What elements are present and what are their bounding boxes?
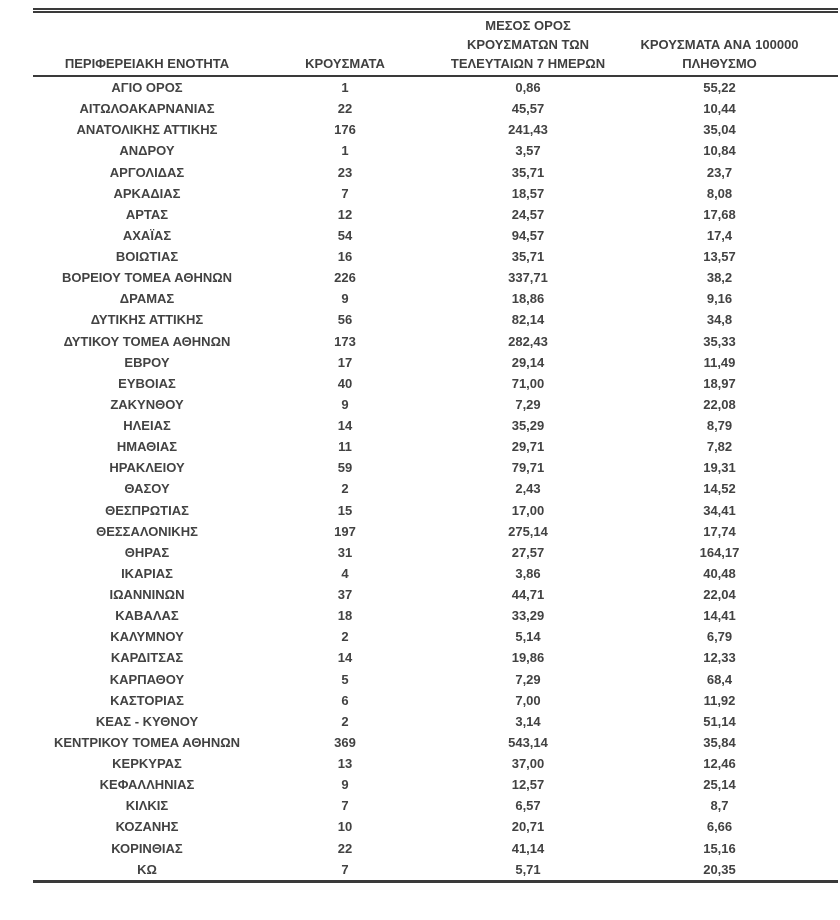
cases-cell: 22 <box>337 840 353 856</box>
avg-7day-cell: 3,86 <box>515 565 541 581</box>
region-name-cell: ΖΑΚΥΝΘΟΥ <box>110 396 184 412</box>
per-100k-cell: 38,2 <box>706 270 733 286</box>
table-row <box>33 838 838 859</box>
per-100k-cell: 22,04 <box>703 587 736 602</box>
cases-cell: 37 <box>337 587 353 602</box>
column-header-7day-average <box>429 16 627 73</box>
cases-cell: 2 <box>341 713 349 729</box>
avg-7day-cell: 0,86 <box>515 80 541 95</box>
cases-cell: 9 <box>341 396 349 412</box>
region-name-cell: ΑΧΑΪΑΣ <box>122 227 172 243</box>
avg-7day-cell: 19,86 <box>511 650 545 666</box>
region-name-cell: ΚΑΣΤΟΡΙΑΣ <box>110 692 184 708</box>
table-row <box>33 309 838 330</box>
table-row <box>33 373 838 394</box>
table-row <box>33 225 838 246</box>
per-100k-cell: 35,84 <box>703 734 736 750</box>
per-100k-cell: 55,22 <box>703 80 736 95</box>
region-name-cell: ΑΝΔΡΟΥ <box>119 143 175 159</box>
region-name-cell: ΚΕΡΚΥΡΑΣ <box>112 756 182 771</box>
table-row <box>33 288 838 309</box>
table-body <box>33 77 838 880</box>
cases-cell: 7 <box>341 185 349 201</box>
region-name-cell: ΚΕΝΤΡΙΚΟΥ ΤΟΜΕΑ ΑΘΗΝΩΝ <box>53 734 241 750</box>
table-bottom-rule <box>33 880 838 883</box>
per-100k-cell: 164,17 <box>699 544 740 560</box>
cases-cell: 173 <box>334 333 356 349</box>
region-name-cell: ΑΝΑΤΟΛΙΚΗΣ ΑΤΤΙΚΗΣ <box>76 122 218 138</box>
per-100k-cell: 12,33 <box>703 650 736 666</box>
avg-7day-cell: 35,71 <box>511 164 545 180</box>
table-row <box>33 183 838 204</box>
avg-7day-cell: 2,43 <box>515 481 541 497</box>
region-name-cell: ΚΟΡΙΝΘΙΑΣ <box>111 840 183 856</box>
per-100k-cell: 22,08 <box>703 396 736 412</box>
per-100k-cell: 17,4 <box>706 227 733 243</box>
per-100k-cell: 51,14 <box>703 713 736 729</box>
cases-cell: 2 <box>341 481 349 497</box>
cases-cell: 1 <box>341 80 349 95</box>
region-name-cell: ΚΑΡΠΑΘΟΥ <box>109 671 185 687</box>
avg-7day-cell: 3,57 <box>515 143 541 159</box>
cases-cell: 31 <box>337 544 353 560</box>
region-name-cell: ΚΑΒΑΛΑΣ <box>115 608 179 624</box>
cases-cell: 40 <box>337 375 353 391</box>
column-header-region <box>33 54 261 73</box>
avg-7day-cell: 44,71 <box>511 587 545 602</box>
region-name-cell: ΒΟΙΩΤΙΑΣ <box>115 249 179 264</box>
cases-cell: 59 <box>337 460 353 476</box>
region-name-cell: ΚΑΡΔΙΤΣΑΣ <box>110 650 184 666</box>
avg-7day-cell: 24,57 <box>511 206 545 222</box>
region-name-cell: ΗΜΑΘΙΑΣ <box>116 439 178 455</box>
avg-7day-cell: 79,71 <box>511 460 545 476</box>
cases-cell: 14 <box>337 650 353 666</box>
per-100k-cell: 19,31 <box>703 460 736 476</box>
region-name-cell: ΚΟΖΑΝΗΣ <box>115 819 179 835</box>
avg-7day-cell: 5,71 <box>515 861 541 877</box>
column-header-per-100k-line-1: ΚΡΟΥΣΜΑΤΑ ΑΝΑ 100000 <box>640 37 799 52</box>
table-row <box>33 859 838 880</box>
per-100k-cell: 8,79 <box>706 418 733 433</box>
cases-cell: 16 <box>337 249 353 264</box>
region-name-cell: ΘΕΣΠΡΩΤΙΑΣ <box>105 502 189 518</box>
avg-7day-cell: 71,00 <box>511 375 545 391</box>
table-row <box>33 394 838 415</box>
region-name-cell: ΚΕΑΣ - ΚΥΘΝΟΥ <box>95 713 199 729</box>
per-100k-cell: 14,52 <box>703 481 736 497</box>
per-100k-cell: 8,08 <box>706 185 733 201</box>
region-name-cell: ΚΑΛΥΜΝΟΥ <box>110 629 184 645</box>
table-row <box>33 246 838 267</box>
cases-cell: 176 <box>334 122 356 138</box>
table-row <box>33 436 838 457</box>
avg-7day-cell: 35,29 <box>511 418 545 433</box>
column-header-per-100k <box>627 35 838 73</box>
avg-7day-cell: 5,14 <box>515 629 541 645</box>
table-row <box>33 795 838 816</box>
cases-cell: 7 <box>341 798 349 814</box>
cases-cell: 197 <box>334 523 356 539</box>
region-name-cell: ΘΑΣΟΥ <box>124 481 170 497</box>
avg-7day-cell: 7,00 <box>515 692 541 708</box>
region-name-cell: ΙΩΑΝΝΙΝΩΝ <box>109 587 185 602</box>
per-100k-cell: 17,68 <box>703 206 736 222</box>
cases-cell: 6 <box>341 692 349 708</box>
avg-7day-cell: 282,43 <box>508 333 548 349</box>
cases-cell: 5 <box>341 671 349 687</box>
region-name-cell: ΗΡΑΚΛΕΙΟΥ <box>109 460 185 476</box>
region-name-cell: ΘΕΣΣΑΛΟΝΙΚΗΣ <box>96 523 198 539</box>
per-100k-cell: 35,04 <box>703 122 736 138</box>
table-row <box>33 500 838 521</box>
table-row <box>33 584 838 605</box>
avg-7day-cell: 37,00 <box>511 756 545 771</box>
table-row <box>33 521 838 542</box>
column-header-7day-average-line-1: ΜΕΣΟΣ ΟΡΟΣ <box>485 18 571 33</box>
regional-cases-table <box>33 8 838 883</box>
cases-cell: 4 <box>341 565 349 581</box>
region-name-cell: ΘΗΡΑΣ <box>124 544 170 560</box>
table-row <box>33 162 838 183</box>
table-header-row <box>33 13 838 75</box>
cases-cell: 369 <box>334 734 356 750</box>
column-header-region-label: ΠΕΡΙΦΕΡΕΙΑΚΗ ΕΝΟΤΗΤΑ <box>64 56 230 71</box>
cases-cell: 17 <box>337 354 353 370</box>
per-100k-cell: 14,41 <box>703 608 736 624</box>
cases-cell: 1 <box>341 143 349 159</box>
avg-7day-cell: 45,57 <box>511 101 545 117</box>
cases-cell: 9 <box>341 777 349 793</box>
table-row <box>33 753 838 774</box>
per-100k-cell: 7,82 <box>706 439 733 455</box>
per-100k-cell: 10,44 <box>703 101 736 117</box>
table-row <box>33 732 838 753</box>
table-row <box>33 331 838 352</box>
table-row <box>33 647 838 668</box>
region-name-cell: ΔΥΤΙΚΗΣ ΑΤΤΙΚΗΣ <box>90 312 204 328</box>
avg-7day-cell: 275,14 <box>508 523 548 539</box>
per-100k-cell: 10,84 <box>703 143 736 159</box>
cases-cell: 15 <box>337 502 353 518</box>
table-row <box>33 415 838 436</box>
region-name-cell: ΑΙΤΩΛΟΑΚΑΡΝΑΝΙΑΣ <box>79 101 215 117</box>
cases-cell: 54 <box>337 227 353 243</box>
table-row <box>33 140 838 161</box>
per-100k-cell: 23,7 <box>706 164 733 180</box>
cases-cell: 10 <box>337 819 353 835</box>
per-100k-cell: 11,49 <box>703 354 736 370</box>
region-name-cell: ΑΡΓΟΛΙΔΑΣ <box>109 164 185 180</box>
cases-cell: 56 <box>337 312 353 328</box>
per-100k-cell: 9,16 <box>706 291 733 307</box>
per-100k-cell: 34,8 <box>706 312 733 328</box>
region-name-cell: ΒΟΡΕΙΟΥ ΤΟΜΕΑ ΑΘΗΝΩΝ <box>61 270 233 286</box>
table-row <box>33 669 838 690</box>
table-row <box>33 605 838 626</box>
avg-7day-cell: 18,86 <box>511 291 545 307</box>
cases-cell: 12 <box>337 206 353 222</box>
avg-7day-cell: 543,14 <box>508 734 548 750</box>
region-name-cell: ΑΓΙΟ ΟΡΟΣ <box>111 80 183 95</box>
table-row <box>33 204 838 225</box>
avg-7day-cell: 33,29 <box>511 608 545 624</box>
per-100k-cell: 8,7 <box>710 798 729 814</box>
cases-cell: 7 <box>341 861 349 877</box>
avg-7day-cell: 27,57 <box>511 544 545 560</box>
table-row <box>33 352 838 373</box>
avg-7day-cell: 17,00 <box>511 502 545 518</box>
table-row <box>33 98 838 119</box>
cases-cell: 13 <box>337 756 353 771</box>
table-row <box>33 774 838 795</box>
table-row <box>33 119 838 140</box>
region-name-cell: ΚΙΛΚΙΣ <box>125 798 169 814</box>
region-name-cell: ΚΩ <box>137 861 157 877</box>
per-100k-cell: 18,97 <box>703 375 736 391</box>
cases-cell: 18 <box>337 608 353 624</box>
per-100k-cell: 40,48 <box>703 565 736 581</box>
cases-cell: 23 <box>337 164 353 180</box>
avg-7day-cell: 18,57 <box>511 185 545 201</box>
column-header-per-100k-line-2: ΠΛΗΘΥΣΜΟ <box>682 56 757 71</box>
column-header-cases-label: ΚΡΟΥΣΜΑΤΑ <box>305 56 385 71</box>
avg-7day-cell: 7,29 <box>515 671 541 687</box>
avg-7day-cell: 3,14 <box>515 713 541 729</box>
avg-7day-cell: 94,57 <box>511 227 545 243</box>
table-row <box>33 77 838 98</box>
table-row <box>33 563 838 584</box>
avg-7day-cell: 6,57 <box>515 798 541 814</box>
per-100k-cell: 35,33 <box>703 333 736 349</box>
per-100k-cell: 34,41 <box>703 502 736 518</box>
cases-cell: 226 <box>334 270 356 286</box>
table-row <box>33 816 838 837</box>
table-row <box>33 626 838 647</box>
avg-7day-cell: 82,14 <box>511 312 545 328</box>
avg-7day-cell: 29,71 <box>511 439 545 455</box>
avg-7day-cell: 35,71 <box>511 249 545 264</box>
avg-7day-cell: 337,71 <box>508 270 548 286</box>
avg-7day-cell: 41,14 <box>511 840 545 856</box>
table-row <box>33 711 838 732</box>
per-100k-cell: 11,92 <box>703 692 736 708</box>
cases-cell: 9 <box>341 291 349 307</box>
per-100k-cell: 20,35 <box>703 861 736 877</box>
region-name-cell: ΕΒΡΟΥ <box>124 354 170 370</box>
table-row <box>33 267 838 288</box>
column-header-cases <box>261 54 429 73</box>
table-row <box>33 478 838 499</box>
avg-7day-cell: 241,43 <box>508 122 548 138</box>
region-name-cell: ΕΥΒΟΙΑΣ <box>118 375 176 391</box>
cases-cell: 11 <box>338 439 352 455</box>
per-100k-cell: 13,57 <box>703 249 736 264</box>
avg-7day-cell: 12,57 <box>511 777 545 793</box>
cases-cell: 22 <box>337 101 353 117</box>
avg-7day-cell: 20,71 <box>511 819 545 835</box>
table-row <box>33 542 838 563</box>
cases-cell: 14 <box>337 418 353 433</box>
region-name-cell: ΙΚΑΡΙΑΣ <box>121 565 173 581</box>
per-100k-cell: 6,66 <box>706 819 733 835</box>
per-100k-cell: 25,14 <box>703 777 736 793</box>
table-row <box>33 457 838 478</box>
avg-7day-cell: 29,14 <box>511 354 545 370</box>
column-header-7day-average-line-2: ΚΡΟΥΣΜΑΤΩΝ ΤΩΝ <box>466 37 590 52</box>
per-100k-cell: 17,74 <box>703 523 736 539</box>
region-name-cell: ΚΕΦΑΛΛΗΝΙΑΣ <box>99 777 195 793</box>
per-100k-cell: 68,4 <box>706 671 733 687</box>
per-100k-cell: 15,16 <box>703 840 736 856</box>
cases-cell: 2 <box>341 629 349 645</box>
table-row <box>33 690 838 711</box>
region-name-cell: ΔΥΤΙΚΟΥ ΤΟΜΕΑ ΑΘΗΝΩΝ <box>63 333 231 349</box>
region-name-cell: ΑΡΤΑΣ <box>125 206 169 222</box>
region-name-cell: ΗΛΕΙΑΣ <box>123 418 171 433</box>
per-100k-cell: 6,79 <box>706 629 733 645</box>
region-name-cell: ΑΡΚΑΔΙΑΣ <box>113 185 181 201</box>
avg-7day-cell: 7,29 <box>515 396 541 412</box>
per-100k-cell: 12,46 <box>703 756 736 771</box>
column-header-7day-average-line-3: ΤΕΛΕΥΤΑΙΩΝ 7 ΗΜΕΡΩΝ <box>450 56 606 71</box>
region-name-cell: ΔΡΑΜΑΣ <box>119 291 175 307</box>
